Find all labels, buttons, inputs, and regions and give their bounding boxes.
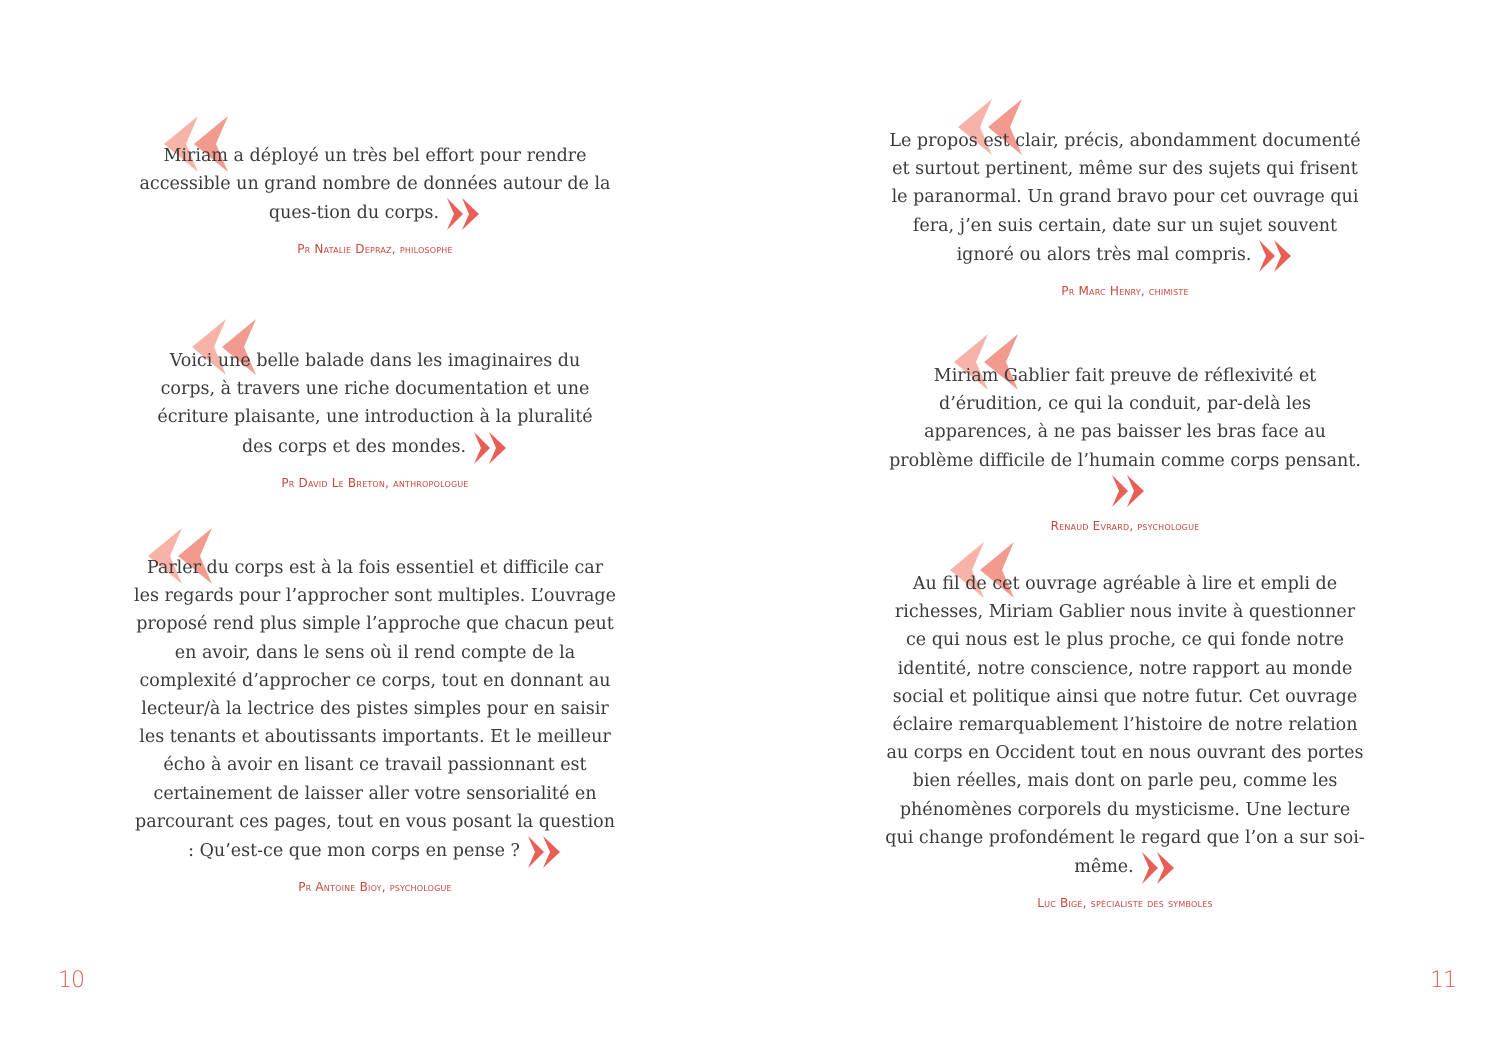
page-number-left: 10: [58, 968, 84, 993]
quote-1-text: Miriam a déployé un très bel effort pour rendre accessible un grand nombre de données autour de la ques-tion du corps.: [134, 142, 616, 230]
quote-6-text: Au fil de cet ouvrage agréable à lire et empli de richesses, Miriam Gablier nous invite à questionner ce qui nous est le plus proche, ce qui fonde notre identité, notre conscience, notre rapport au monde social et politique ainsi que notre futur. Cet ouvrage éclaire remarquablement l’histoire de notre relation au corps en Occident tout en nous ouvrant des portes bien réelles, mais dont on parle peu, comme les phénomènes corporels du mysticisme. Une lecture qui change profondément le regard que l’on a sur soi-même.: [884, 570, 1366, 884]
quote-2-author: Pr David Le Breton, anthropologue: [281, 475, 469, 490]
close-quote-icon: [472, 432, 508, 464]
close-quote-icon: [1257, 240, 1293, 272]
quote-5: [884, 362, 1366, 533]
quote-1-author: Pr Natalie Depraz, philosophe: [297, 242, 453, 257]
quote-3: [132, 554, 618, 894]
quote-6: [884, 570, 1366, 910]
quote-2: [154, 347, 596, 490]
quote-1: [134, 142, 616, 256]
quote-5-author: Renaud Evrard, psychologue: [1050, 518, 1200, 533]
quote-5-text: Miriam Gablier fait preuve de réflexivité et d’érudition, ce qui la conduit, par-delà les apparences, à ne pas baisser les bras face au problème difficile de l’humain comme corps pensant.: [884, 362, 1366, 507]
page-number-right: 11: [1430, 968, 1456, 993]
quote-4: [886, 127, 1364, 298]
quote-2-text: Voici une belle balade dans les imaginaires du corps, à travers une riche documentation et une écriture plaisante, une introduction à la pluralité des corps et des mondes.: [154, 347, 596, 464]
close-quote-icon: [1110, 475, 1146, 507]
quote-3-text: Parler du corps est à la fois essentiel et difficile car les regards pour l’approcher sont multiples. L’ouvrage proposé rend plus simple l’approche que chacun peut en avoir, dans le sens où il rend compte de la complexité d’approcher ce corps, tout en donnant au lecteur/à la lectrice des pistes simples pour en saisir les tenants et aboutissants importants. Et le meilleur écho à avoir en lisant ce travail passionnant est certainement de laisser aller votre sensorialité en parcourant ces pages, tout en vous posant la question : Qu’est-ce que mon corps en pense ?: [132, 554, 618, 868]
close-quote-icon: [445, 198, 481, 230]
quote-6-author: Luc Bigé, spécialiste des symboles: [1037, 896, 1213, 911]
close-quote-icon: [526, 836, 562, 868]
close-quote-icon: [1140, 852, 1176, 884]
quote-4-author: Pr Marc Henry, chimiste: [1061, 283, 1189, 298]
quote-4-text: Le propos est clair, précis, abondamment documenté et surtout pertinent, même sur des sujets qui frisent le paranormal. Un grand bravo pour cet ouvrage qui fera, j’en suis certain, date sur un sujet souvent ignoré ou alors très mal compris.: [886, 127, 1364, 272]
quote-3-author: Pr Antoine Bioy, psychologue: [298, 880, 452, 895]
